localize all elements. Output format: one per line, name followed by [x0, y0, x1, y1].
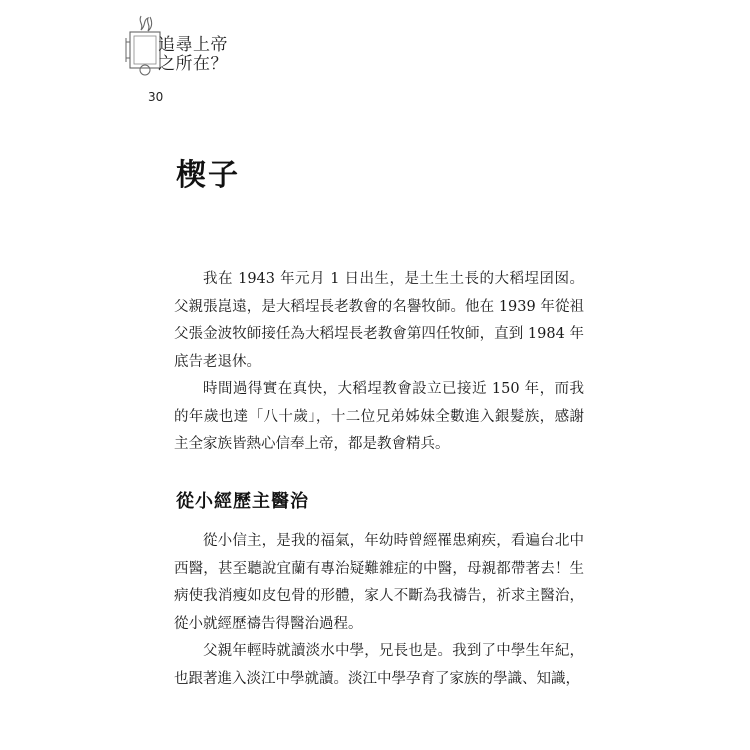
book-title: [158, 36, 228, 74]
section-heading: 從小經歷主醫治: [176, 491, 309, 512]
paragraph: 父親年輕時就讀淡水中學，兄長也是。我到了中學生年紀，也跟著進入淡江中學就讀。淡江中學孕育了家族的學識、知識，: [174, 643, 584, 687]
paragraph: 從小信主，是我的福氣，年幼時曾經罹患痢疾，看遍台北中西醫，甚至聽說宜蘭有專治疑難雜症的中醫，母親都帶著去！生病使我消瘦如皮包骨的形體，家人不斷為我禱告，祈求主醫治，從小就經歷禱告得醫治過程。: [174, 533, 584, 632]
running-header: [124, 14, 264, 84]
intro-text-block: [174, 266, 584, 459]
section-text-block: [174, 528, 584, 693]
paragraph: 我在 1943 年元月 1 日出生，是土生土長的大稻埕囝囡。父親張崑遠，是大稻埕長老教會的名譽牧師。他在 1939 年從祖父張金波牧師接任為大稻埕長老教會第四任牧師，直到 1984 年底告老退休。: [174, 271, 584, 370]
book-title-line-1: 追尋上帝: [158, 35, 228, 55]
page-number: 30: [148, 90, 164, 104]
chapter-title: 楔子: [176, 158, 240, 193]
paragraph: 時間過得實在真快，大稻埕教會設立已接近 150 年，而我的年歲也達「八十歲」，十二位兄弟姊妹全數進入銀髮族，感謝主全家族皆熱心信奉上帝，都是教會精兵。: [174, 381, 584, 452]
book-title-line-2: 之所在？: [158, 54, 228, 74]
